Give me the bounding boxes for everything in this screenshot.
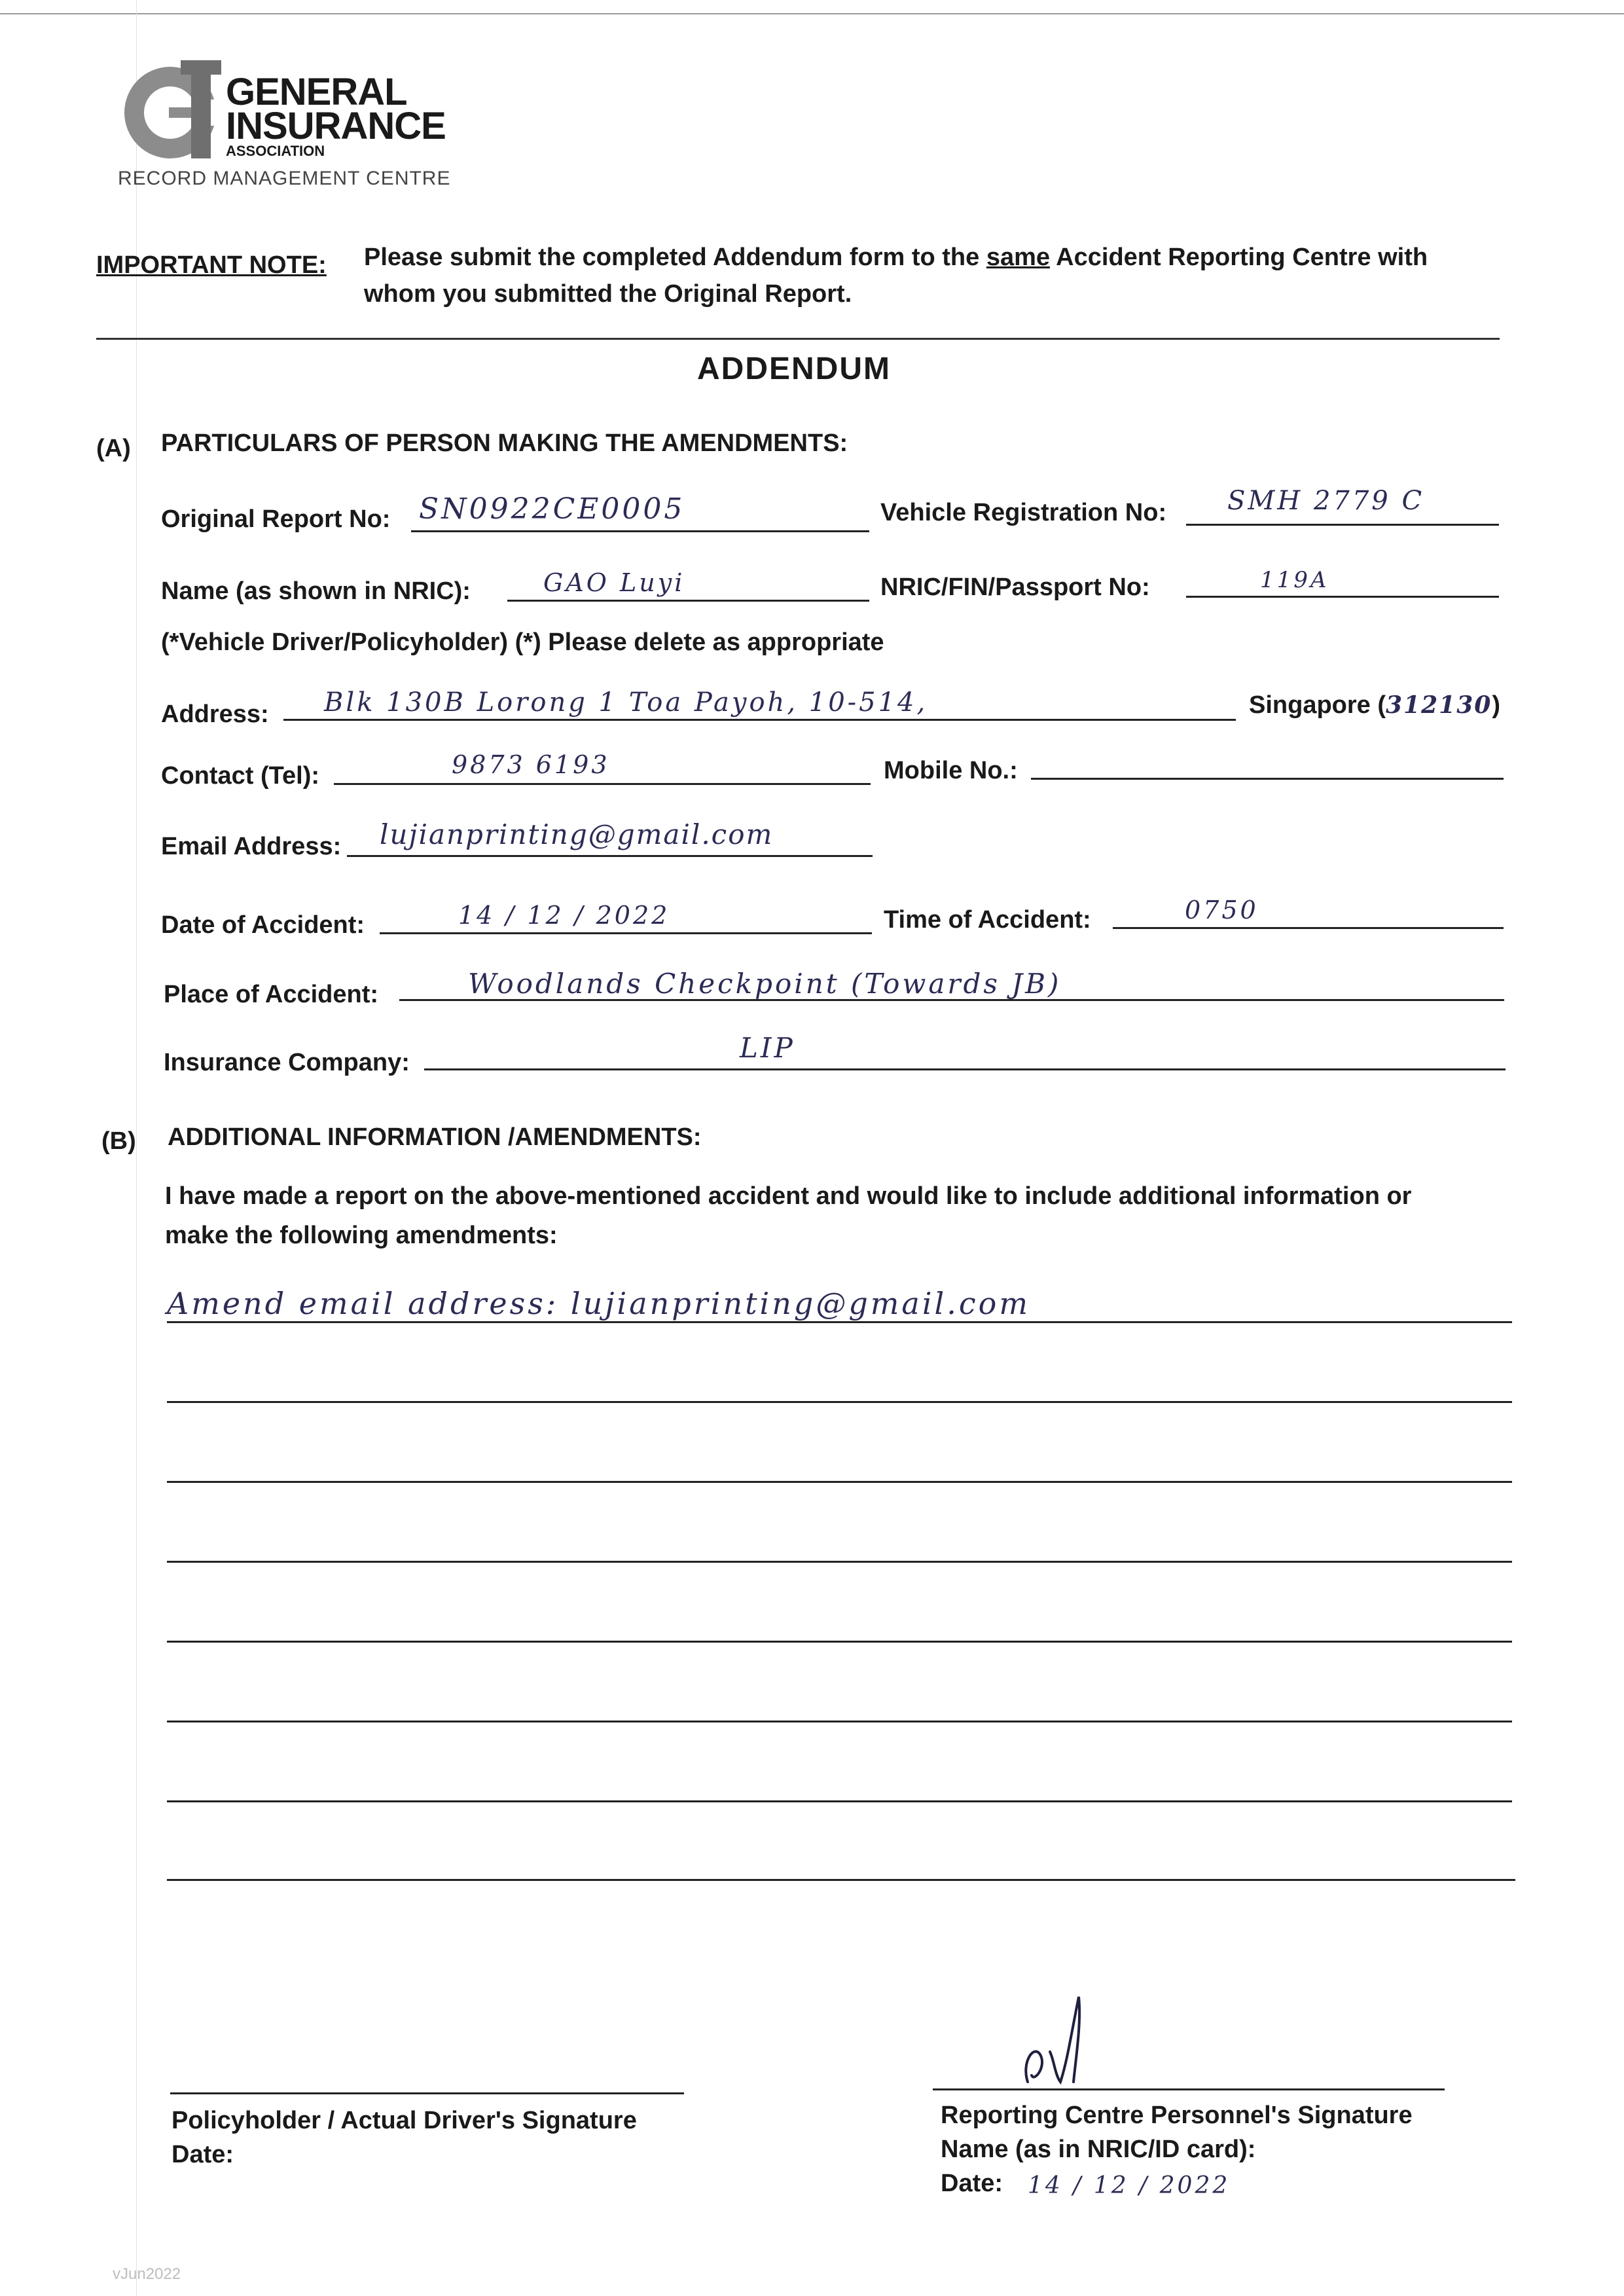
amendment-line-4 [167, 1561, 1512, 1563]
amendment-line-3 [167, 1481, 1512, 1483]
nric-label: NRIC/FIN/Passport No: [880, 574, 1150, 601]
important-note-label: IMPORTANT NOTE: [96, 251, 327, 279]
address-line [283, 719, 1236, 721]
personnel-signature-line [933, 2088, 1445, 2090]
important-note-text-a: Please submit the completed Addendum form to the [364, 244, 986, 271]
time-of-accident-label: Time of Accident: [884, 906, 1091, 934]
amendment-line-2 [167, 1401, 1512, 1403]
section-b-heading: ADDITIONAL INFORMATION /AMENDMENTS: [168, 1123, 702, 1151]
form-version: vJun2022 [113, 2265, 181, 2283]
policyholder-date-label: Date: [171, 2141, 234, 2168]
original-report-value[interactable]: SN0922CE0005 [419, 492, 685, 526]
org-name-line3: ASSOCIATION [226, 143, 325, 159]
date-of-accident-value[interactable]: 14 / 12 / 2022 [458, 901, 670, 930]
date-of-accident-label: Date of Accident: [161, 911, 365, 939]
policyholder-signature-line [170, 2092, 684, 2094]
mobile-label: Mobile No.: [884, 757, 1018, 784]
vehicle-reg-value[interactable]: SMH 2779 C [1227, 486, 1425, 516]
org-name-line2: INSURANCE [226, 105, 446, 147]
insurance-company-value[interactable]: LIP [740, 1032, 795, 1064]
gia-logo-mark [118, 54, 223, 165]
amendment-line-7 [167, 1800, 1512, 1802]
org-subtitle: RECORD MANAGEMENT CENTRE [118, 168, 451, 189]
original-report-label: Original Report No: [161, 505, 391, 533]
scan-fold [136, 0, 137, 2296]
vehicle-reg-line [1186, 524, 1499, 526]
insurance-company-label: Insurance Company: [164, 1049, 410, 1076]
name-label: Name (as shown in NRIC): [161, 577, 471, 605]
scan-edge [0, 13, 1624, 14]
time-of-accident-value[interactable]: 0750 [1185, 896, 1259, 924]
personnel-date-label: Date: [941, 2170, 1003, 2197]
contact-value[interactable]: 9873 6193 [452, 750, 610, 779]
important-note-text-b: Accident Reporting Centre with [1050, 244, 1428, 271]
name-value[interactable]: GAO Luyi [543, 568, 685, 597]
singapore-label-close: ) [1492, 691, 1500, 719]
email-label: Email Address: [161, 833, 342, 860]
personnel-date-value[interactable]: 14 / 12 / 2022 [1028, 2172, 1231, 2199]
amendment-line-6 [167, 1721, 1512, 1722]
personnel-signature-scribble [1008, 1984, 1113, 2088]
policyholder-signature-label: Policyholder / Actual Driver's Signature [171, 2107, 637, 2134]
place-of-accident-label: Place of Accident: [164, 981, 379, 1008]
personnel-signature [1008, 1984, 1113, 2088]
section-a-heading: PARTICULARS OF PERSON MAKING THE AMENDMENTS: [161, 429, 848, 457]
header-divider [96, 338, 1500, 340]
personnel-name-label: Name (as in NRIC/ID card): [941, 2136, 1256, 2163]
amendment-line-5 [167, 1641, 1512, 1643]
org-name-line1: GENERAL [226, 71, 407, 113]
section-b-intro-line2: make the following amendments: [165, 1222, 558, 1249]
important-note-text-line2: whom you submitted the Original Report. [364, 280, 852, 308]
amendment-text[interactable]: Amend email address: lujianprinting@gmail.com [167, 1286, 1030, 1321]
vehicle-reg-label: Vehicle Registration No: [880, 499, 1167, 526]
contact-label: Contact (Tel): [161, 762, 320, 790]
personnel-signature-label: Reporting Centre Personnel's Signature [941, 2102, 1413, 2129]
gia-logo [118, 54, 223, 165]
contact-line [334, 783, 871, 785]
nric-value[interactable]: 119A [1260, 567, 1329, 593]
important-note-text [364, 244, 1428, 272]
singapore-label-text: Singapore ( [1249, 691, 1386, 719]
form-title: ADDENDUM [697, 352, 891, 386]
section-b-marker: (B) [101, 1127, 136, 1155]
singapore-label [1249, 691, 1500, 720]
mobile-line [1031, 778, 1504, 780]
section-a-marker: (A) [96, 435, 131, 462]
driver-policyholder-note: (*Vehicle Driver/Policyholder) (*) Please delete as appropriate [161, 629, 884, 656]
postal-code-value[interactable]: 312130 [1386, 691, 1492, 719]
nric-line [1186, 596, 1499, 598]
amendment-line-1 [167, 1321, 1512, 1323]
address-label: Address: [161, 701, 269, 728]
name-line [507, 600, 869, 602]
important-note-same: same [986, 244, 1051, 271]
place-of-accident-value[interactable]: Woodlands Checkpoint (Towards JB) [468, 968, 1062, 1000]
address-value[interactable]: Blk 130B Lorong 1 Toa Payoh, 10-514, [324, 687, 928, 718]
amendment-line-8 [167, 1879, 1515, 1881]
insurance-company-line [424, 1068, 1506, 1070]
section-b-intro-line1: I have made a report on the above-mentioned accident and would like to include additional information or [165, 1182, 1412, 1210]
email-line [347, 855, 873, 857]
original-report-line [411, 530, 869, 532]
email-value[interactable]: lujianprinting@gmail.com [380, 818, 774, 850]
date-of-accident-line [380, 932, 872, 934]
time-of-accident-line [1113, 927, 1504, 929]
